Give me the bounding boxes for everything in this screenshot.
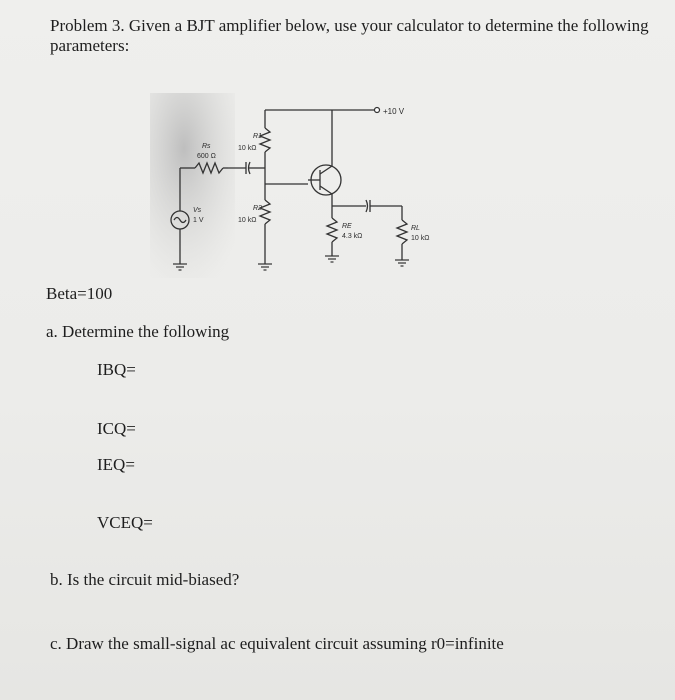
- problem-title-line1: Problem 3. Given a BJT amplifier below, use your calculator to determine the following: [50, 16, 649, 35]
- r1-value: 10 kΩ: [238, 145, 257, 152]
- r2-value: 10 kΩ: [238, 217, 257, 224]
- supply-label: +10 V: [383, 107, 405, 116]
- ibq-label: IBQ=: [97, 360, 136, 379]
- vs-name: Vs: [193, 207, 202, 214]
- ieq-label: IEQ=: [97, 455, 135, 474]
- rl-resistor: [397, 220, 407, 244]
- vceq-label: VCEQ=: [97, 513, 153, 532]
- rl-name: RL: [411, 225, 420, 232]
- part-a-title: a. Determine the following: [46, 322, 230, 341]
- rl-value: 10 kΩ: [411, 235, 430, 242]
- rs-value: 600 Ω: [197, 153, 216, 160]
- rs-name: Rs: [202, 143, 211, 150]
- vs-value: 1 V: [193, 217, 204, 224]
- part-b-question: b. Is the circuit mid-biased?: [50, 570, 240, 589]
- icq-label: ICQ=: [97, 419, 136, 438]
- bjt-amplifier-circuit: [140, 88, 440, 288]
- r2-resistor: [260, 200, 270, 224]
- supply-terminal: [375, 108, 380, 113]
- problem-title-line2: parameters:: [50, 36, 130, 55]
- re-resistor: [327, 218, 337, 242]
- beta-value: Beta=100: [46, 284, 113, 303]
- r2-name: R2: [253, 205, 262, 212]
- r1-name: R1: [253, 133, 262, 140]
- part-c-question: c. Draw the small-signal ac equivalent circuit assuming r0=infinite: [50, 634, 504, 653]
- r1-resistor: [260, 128, 270, 152]
- re-name: RE: [342, 223, 352, 230]
- source-shading: [150, 93, 235, 278]
- re-value: 4.3 kΩ: [342, 233, 363, 240]
